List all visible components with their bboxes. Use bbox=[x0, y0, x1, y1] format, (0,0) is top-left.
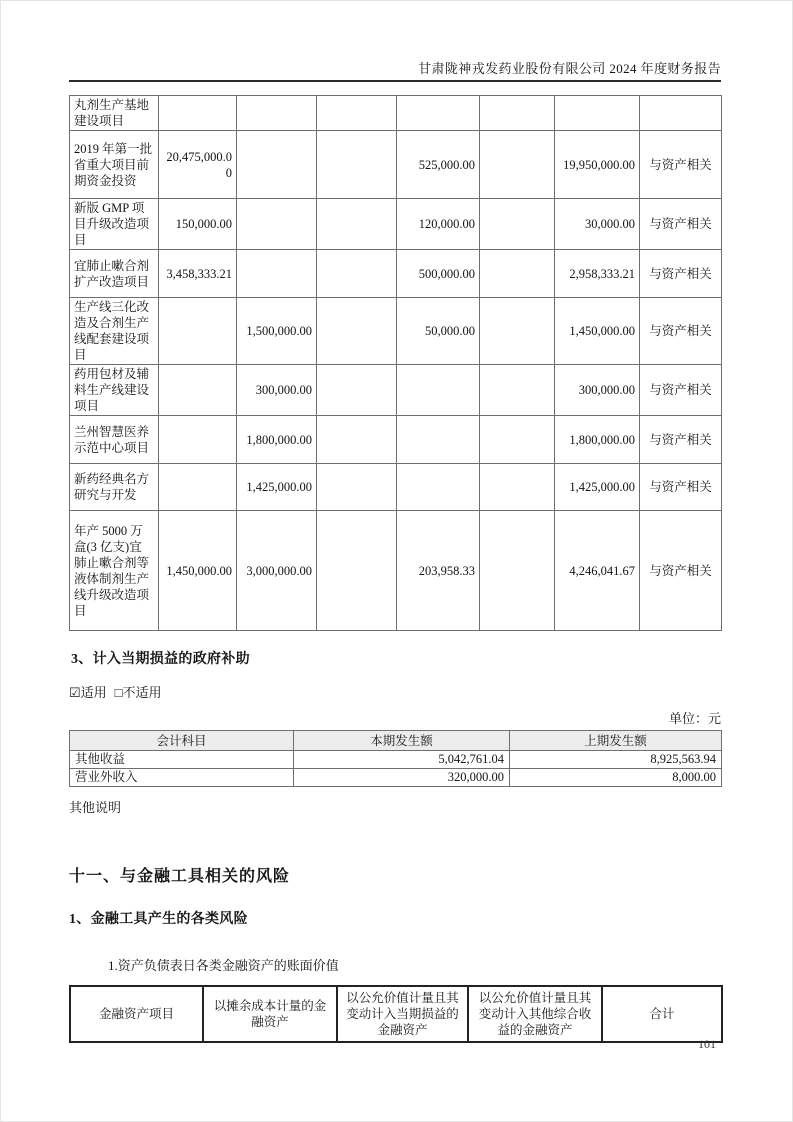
table-cell: 与资产相关 bbox=[640, 131, 722, 199]
column-header: 会计科目 bbox=[70, 731, 294, 751]
table-cell: 其他收益 bbox=[70, 751, 294, 769]
table-cell bbox=[480, 199, 555, 250]
table-cell: 320,000.00 bbox=[294, 769, 510, 787]
table-cell: 新版 GMP 项目升级改造项目 bbox=[70, 199, 159, 250]
column-header: 以公允价值计量且其变动计入其他综合收益的金融资产 bbox=[468, 986, 602, 1042]
page-number: 101 bbox=[698, 1037, 716, 1051]
table-cell: 3,458,333.21 bbox=[159, 250, 237, 298]
table-cell bbox=[397, 365, 480, 416]
table-cell: 19,950,000.00 bbox=[555, 131, 640, 199]
table-cell bbox=[237, 96, 317, 131]
table-cell bbox=[237, 131, 317, 199]
table-row bbox=[70, 365, 722, 416]
table-cell bbox=[480, 511, 555, 631]
financial-assets-table bbox=[69, 985, 723, 1043]
column-header: 本期发生额 bbox=[294, 731, 510, 751]
column-header: 金融资产项目 bbox=[70, 986, 203, 1042]
table-cell bbox=[480, 416, 555, 464]
section3-heading: 3、计入当期损益的政府补助 bbox=[71, 652, 250, 667]
table-cell: 与资产相关 bbox=[640, 464, 722, 511]
table-cell bbox=[480, 365, 555, 416]
table-row bbox=[70, 96, 722, 131]
table-cell bbox=[159, 416, 237, 464]
table-cell: 与资产相关 bbox=[640, 298, 722, 365]
table-cell: 与资产相关 bbox=[640, 511, 722, 631]
table-cell bbox=[480, 298, 555, 365]
fin-table-head bbox=[70, 986, 722, 1042]
table-cell: 与资产相关 bbox=[640, 250, 722, 298]
table-cell bbox=[397, 464, 480, 511]
table-row bbox=[70, 131, 722, 199]
table-cell bbox=[159, 365, 237, 416]
table-cell: 宜肺止嗽合剂扩产改造项目 bbox=[70, 250, 159, 298]
table-cell bbox=[397, 416, 480, 464]
table-cell bbox=[480, 131, 555, 199]
not-applicable-label: 不适用 bbox=[122, 685, 162, 700]
table-cell: 300,000.00 bbox=[237, 365, 317, 416]
table-cell: 20,475,000.00 bbox=[159, 131, 237, 199]
table-cell bbox=[480, 96, 555, 131]
applicable-label: 适用 bbox=[80, 685, 107, 700]
table-row bbox=[70, 751, 722, 769]
table-cell: 150,000.00 bbox=[159, 199, 237, 250]
table-cell bbox=[159, 298, 237, 365]
table-header-row bbox=[70, 731, 722, 751]
table-cell: 300,000.00 bbox=[555, 365, 640, 416]
checkbox-checked-icon: ☑ bbox=[69, 685, 81, 700]
table-cell: 1,800,000.00 bbox=[237, 416, 317, 464]
table-cell bbox=[317, 298, 397, 365]
checkbox-unchecked-icon: □ bbox=[114, 685, 123, 700]
table-cell: 1,500,000.00 bbox=[237, 298, 317, 365]
table-cell bbox=[317, 96, 397, 131]
table-cell: 年产 5000 万盒(3 亿支)宜肺止嗽合剂等液体制剂生产线升级改造项目 bbox=[70, 511, 159, 631]
table-cell: 5,042,761.04 bbox=[294, 751, 510, 769]
column-header: 以摊余成本计量的金融资产 bbox=[203, 986, 337, 1042]
table-cell bbox=[555, 96, 640, 131]
table-cell: 药用包材及辅料生产线建设项目 bbox=[70, 365, 159, 416]
table-cell: 2019 年第一批省重大项目前期资金投资 bbox=[70, 131, 159, 199]
table-cell bbox=[317, 131, 397, 199]
table-cell bbox=[317, 365, 397, 416]
chapter11-heading: 十一、与金融工具相关的风险 bbox=[69, 868, 291, 885]
subsidy-table-body bbox=[70, 96, 722, 631]
applicability-note bbox=[69, 682, 721, 701]
report-header-title: 甘肃陇神戎发药业股份有限公司 2024 年度财务报告 bbox=[69, 1, 721, 82]
table-cell bbox=[480, 464, 555, 511]
table-cell: 4,246,041.67 bbox=[555, 511, 640, 631]
table-cell bbox=[159, 464, 237, 511]
table-cell: 与资产相关 bbox=[640, 199, 722, 250]
pl-table-body bbox=[70, 751, 722, 787]
table-cell bbox=[640, 96, 722, 131]
table-cell bbox=[480, 250, 555, 298]
table-cell: 2,958,333.21 bbox=[555, 250, 640, 298]
table-cell: 1,425,000.00 bbox=[237, 464, 317, 511]
column-header: 以公允价值计量且其变动计入当期损益的金融资产 bbox=[337, 986, 468, 1042]
column-header: 合计 bbox=[602, 986, 722, 1042]
page-content bbox=[69, 1, 721, 1043]
table-cell bbox=[237, 250, 317, 298]
table-cell: 50,000.00 bbox=[397, 298, 480, 365]
other-notes-label: 其他说明 bbox=[69, 800, 122, 815]
table-cell: 兰州智慧医养示范中心项目 bbox=[70, 416, 159, 464]
table-cell: 8,925,563.94 bbox=[510, 751, 722, 769]
table-row bbox=[70, 769, 722, 787]
table-row bbox=[70, 511, 722, 631]
government-subsidy-continuation-table bbox=[69, 95, 722, 631]
table-cell: 3,000,000.00 bbox=[237, 511, 317, 631]
table-cell: 新药经典名方研究与开发 bbox=[70, 464, 159, 511]
section11-subheading: 1、金融工具产生的各类风险 bbox=[69, 912, 248, 927]
column-header: 上期发生额 bbox=[510, 731, 722, 751]
table-cell: 8,000.00 bbox=[510, 769, 722, 787]
table-cell bbox=[317, 199, 397, 250]
table-cell bbox=[397, 96, 480, 131]
table-cell: 丸剂生产基地建设项目 bbox=[70, 96, 159, 131]
table-header-row bbox=[70, 986, 722, 1042]
table-cell: 1,800,000.00 bbox=[555, 416, 640, 464]
table-cell: 与资产相关 bbox=[640, 416, 722, 464]
pl-table-head bbox=[70, 731, 722, 751]
table-row bbox=[70, 250, 722, 298]
table-row bbox=[70, 298, 722, 365]
table-cell: 1,425,000.00 bbox=[555, 464, 640, 511]
table-cell: 与资产相关 bbox=[640, 365, 722, 416]
table-cell: 203,958.33 bbox=[397, 511, 480, 631]
table-cell: 500,000.00 bbox=[397, 250, 480, 298]
table-cell: 1,450,000.00 bbox=[159, 511, 237, 631]
table-cell: 30,000.00 bbox=[555, 199, 640, 250]
table-cell bbox=[237, 199, 317, 250]
financial-assets-note: 1.资产负债表日各类金融资产的账面价值 bbox=[108, 958, 339, 973]
table-cell bbox=[317, 464, 397, 511]
table-cell bbox=[159, 96, 237, 131]
table-cell: 525,000.00 bbox=[397, 131, 480, 199]
table-cell: 生产线三化改造及合剂生产线配套建设项目 bbox=[70, 298, 159, 365]
table-cell bbox=[317, 511, 397, 631]
table-cell bbox=[317, 416, 397, 464]
table-row bbox=[70, 199, 722, 250]
subsidy-profit-loss-table bbox=[69, 730, 722, 787]
table-row bbox=[70, 464, 722, 511]
table-row bbox=[70, 416, 722, 464]
table-cell: 1,450,000.00 bbox=[555, 298, 640, 365]
table-cell: 营业外收入 bbox=[70, 769, 294, 787]
table-cell bbox=[317, 250, 397, 298]
table-cell: 120,000.00 bbox=[397, 199, 480, 250]
unit-label: 单位：元 bbox=[668, 711, 721, 726]
